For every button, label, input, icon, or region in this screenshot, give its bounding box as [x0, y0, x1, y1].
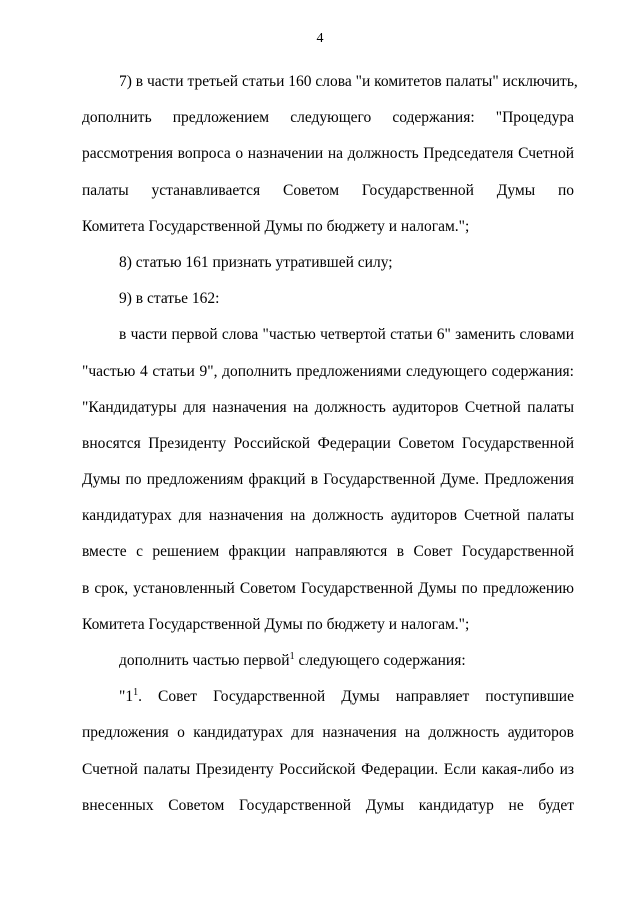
- part-1-1-num-text: "1: [119, 688, 134, 706]
- page-number: 4: [316, 31, 324, 46]
- part-1-1-line-4: внесенных Советом Государственной Думы кандидатур не будет: [82, 796, 574, 814]
- part-one-line-1: в части первой слова "частью четвертой статьи 6" заменить словами: [119, 326, 574, 344]
- part-one-line-9: Комитета Государственной Думы по бюджету и налогам.";: [82, 615, 470, 633]
- part-one-line-3: "Кандидатуры для назначения на должность аудиторов Счетной палаты: [82, 398, 574, 416]
- item-9-line: 9) в статье 162:: [119, 290, 220, 308]
- item-7-line-4: палаты устанавливается Советом Государственной Думы по: [82, 181, 574, 199]
- superscript: 1: [133, 687, 139, 699]
- part-1-1-text: . Совет Государственной Думы направляет поступившие: [138, 688, 574, 706]
- part-one-line-8: в срок, установленный Советом Государственной Думы по предложению: [82, 579, 574, 597]
- item-7-line-2: дополнить предложением следующего содержания: "Процедура: [82, 109, 574, 127]
- part-one-line-2: "частью 4 статьи 9", дополнить предложениями следующего содержания:: [82, 362, 574, 380]
- add-part-text: дополнить частью первой: [119, 652, 290, 669]
- part-1-1-number: [119, 688, 138, 705]
- part-1-1-line-1: [82, 679, 574, 715]
- part-1-1-line-2: предложения о кандидатурах для назначения на должность аудиторов: [82, 724, 574, 742]
- part-one-line-4: вносятся Президенту Российской Федерации Советом Государственной: [82, 434, 574, 452]
- item-7-line-5: Комитета Государственной Думы по бюджету и налогам.";: [82, 217, 470, 235]
- add-part-text-end: следующего содержания:: [294, 652, 466, 669]
- part-one-line-5: Думы по предложениям фракций в Государственной Думе. Предложения: [82, 471, 574, 489]
- superscript: 1: [289, 651, 295, 662]
- part-1-1-line-3: Счетной палаты Президенту Российской Федерации. Если какая-либо из: [82, 760, 574, 778]
- item-7-line-3: рассмотрения вопроса о назначении на должность Председателя Счетной: [82, 145, 574, 163]
- add-part-line: [82, 643, 574, 679]
- part-one-line-6: кандидатурах для назначения на должность аудиторов Счетной палаты: [82, 507, 574, 525]
- document-body: [82, 64, 578, 824]
- part-one-line-7: вместе с решением фракции направляются в Совет Государственной: [82, 543, 574, 561]
- item-8-line: 8) статью 161 признать утратившей силу;: [119, 253, 393, 271]
- item-7-line-1: 7) в части третьей статьи 160 слова "и комитетов палаты" исключить,: [119, 73, 578, 90]
